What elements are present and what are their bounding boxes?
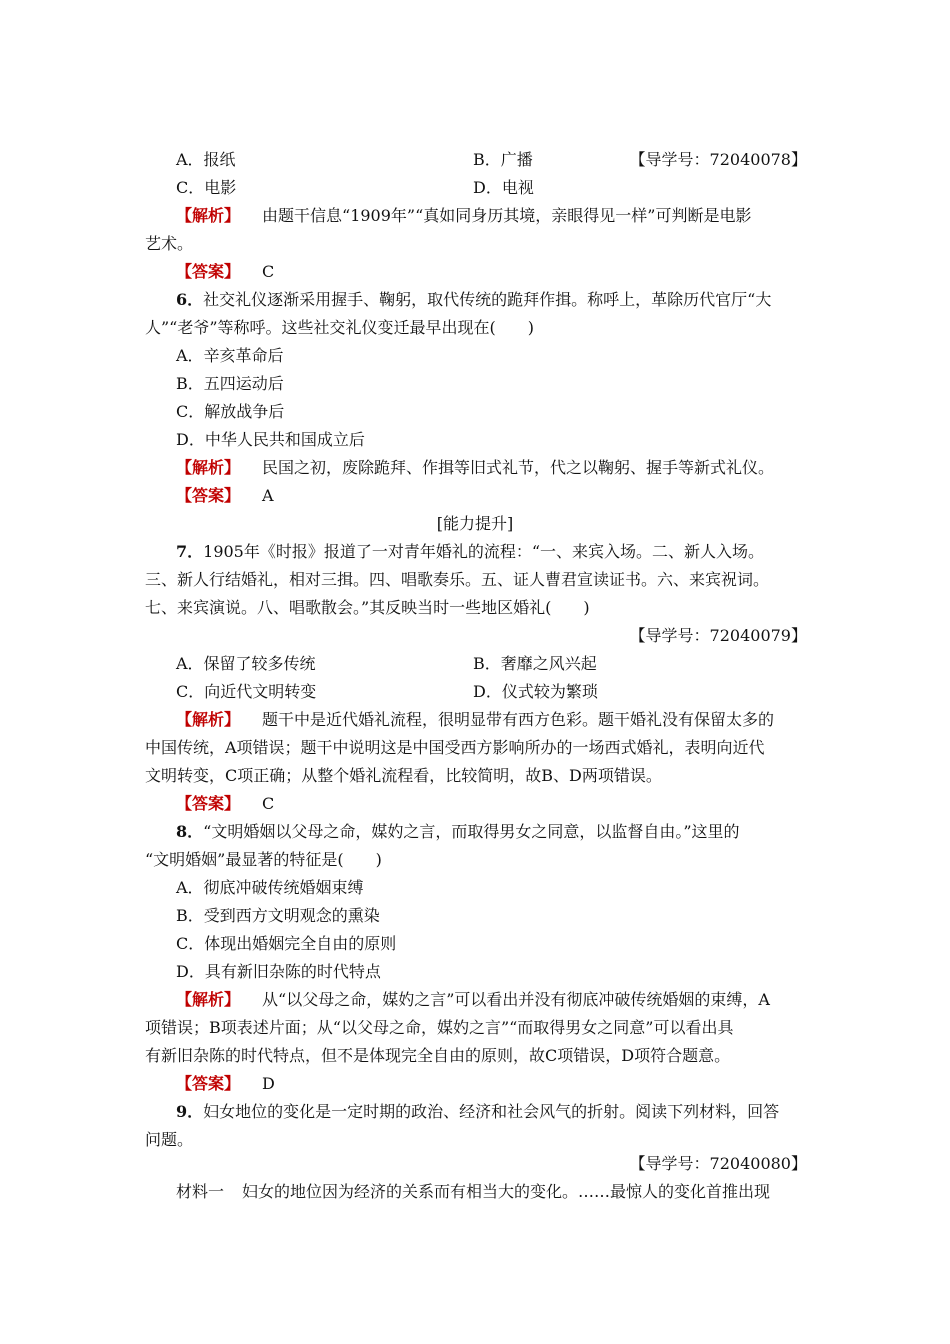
question-stem: 问题。 xyxy=(145,1130,194,1149)
guide-number: 【导学号：72040078】 xyxy=(629,150,807,169)
question-number: 8． xyxy=(176,822,204,841)
question-stem: 三、新人行结婚礼，相对三揖。四、唱歌奏乐。五、证人曹君宣读证书。六、来宾祝词。 xyxy=(145,570,770,589)
answer-tag: 【答案】 xyxy=(176,794,241,813)
option-a: A．报纸 xyxy=(176,150,236,169)
analysis-line xyxy=(176,202,751,230)
guide-number: 【导学号：72040080】 xyxy=(629,1154,807,1173)
question-number: 6． xyxy=(176,290,204,309)
question-stem: 8．“文明婚姻以父母之命，媒妁之言，而取得男女之同意，以监督自由。”这里的 xyxy=(176,822,740,841)
question-stem: 七、来宾演说。八、唱歌散会。”其反映当时一些地区婚礼( ) xyxy=(145,598,590,617)
option-d: D．中华人民共和国成立后 xyxy=(176,430,365,449)
analysis-text: 有新旧杂陈的时代特点，但不是体现完全自由的原则，故C项错误，D项符合题意。 xyxy=(145,1046,731,1065)
option-a: A．辛亥革命后 xyxy=(176,346,284,365)
answer-line xyxy=(176,790,274,818)
option-b: B．五四运动后 xyxy=(176,374,284,393)
question-stem: “文明婚姻”最显著的特征是( ) xyxy=(145,850,382,869)
option-b: B．奢靡之风兴起 xyxy=(473,654,597,673)
analysis-line xyxy=(176,706,774,734)
analysis-text: 民国之初，废除跪拜、作揖等旧式礼节，代之以鞠躬、握手等新式礼仪。 xyxy=(262,458,775,477)
answer-tag: 【答案】 xyxy=(176,262,241,281)
option-c: C．解放战争后 xyxy=(176,402,285,421)
answer-value: C xyxy=(262,262,275,281)
question-stem: 9．妇女地位的变化是一定时期的政治、经济和社会风气的折射。阅读下列材料，回答 xyxy=(176,1102,780,1121)
analysis-tag: 【解析】 xyxy=(176,990,241,1009)
question-number: 9． xyxy=(176,1102,204,1121)
answer-value: D xyxy=(262,1074,275,1093)
guide-number: 【导学号：72040079】 xyxy=(629,626,807,645)
option-d: D．具有新旧杂陈的时代特点 xyxy=(176,962,381,981)
option-a: A．彻底冲破传统婚姻束缚 xyxy=(176,878,364,897)
material-line xyxy=(176,1178,770,1206)
material-text: 妇女的地位因为经济的关系而有相当大的变化。……最惊人的变化首推出现 xyxy=(242,1182,771,1201)
option-d: D．仪式较为繁琐 xyxy=(473,682,598,701)
answer-line xyxy=(176,1070,275,1098)
answer-tag: 【答案】 xyxy=(176,486,241,505)
analysis-text: 文明转变，C项正确；从整个婚礼流程看，比较简明，故B、D两项错误。 xyxy=(145,766,662,785)
option-b: B．广播 xyxy=(473,150,533,169)
material-label: 材料一 xyxy=(176,1182,225,1201)
answer-line xyxy=(176,258,274,286)
analysis-line xyxy=(176,986,770,1014)
analysis-line xyxy=(176,454,774,482)
analysis-text: 中国传统，A项错误；题干中说明这是中国受西方影响所办的一场西式婚礼，表明向近代 xyxy=(145,738,765,757)
analysis-text: 从“以父母之命，媒妁之言”可以看出并没有彻底冲破传统婚姻的束缚，A xyxy=(262,990,770,1009)
option-a: A．保留了较多传统 xyxy=(176,654,316,673)
analysis-tag: 【解析】 xyxy=(176,458,241,477)
analysis-tag: 【解析】 xyxy=(176,710,241,729)
analysis-text: 题干中是近代婚礼流程，很明显带有西方色彩。题干婚礼没有保留太多的 xyxy=(262,710,775,729)
option-c: C．体现出婚姻完全自由的原则 xyxy=(176,934,397,953)
answer-value: A xyxy=(262,486,274,505)
section-title: [能力提升] xyxy=(436,514,514,533)
answer-tag: 【答案】 xyxy=(176,1074,241,1093)
option-d: D．电视 xyxy=(473,178,534,197)
option-c: C．电影 xyxy=(176,178,237,197)
question-stem: 人”“老爷”等称呼。这些社交礼仪变迁最早出现在( ) xyxy=(145,318,535,337)
analysis-text: 由题干信息“1909年”“真如同身历其境，亲眼得见一样”可判断是电影 xyxy=(262,206,752,225)
question-stem: 6．社交礼仪逐渐采用握手、鞠躬，取代传统的跪拜作揖。称呼上，革除历代官厅“大 xyxy=(176,290,772,309)
answer-line xyxy=(176,482,274,510)
question-stem: 7．1905年《时报》报道了一对青年婚礼的流程：“一、来宾入场。二、新人入场。 xyxy=(176,542,765,561)
option-b: B．受到西方文明观念的熏染 xyxy=(176,906,380,925)
answer-value: C xyxy=(262,794,275,813)
analysis-text: 艺术。 xyxy=(145,234,194,253)
analysis-text: 项错误；B项表述片面；从“以父母之命，媒妁之言”“而取得男女之同意”可以看出具 xyxy=(145,1018,734,1037)
analysis-tag: 【解析】 xyxy=(176,206,241,225)
option-c: C．向近代文明转变 xyxy=(176,682,317,701)
question-number: 7． xyxy=(176,542,204,561)
